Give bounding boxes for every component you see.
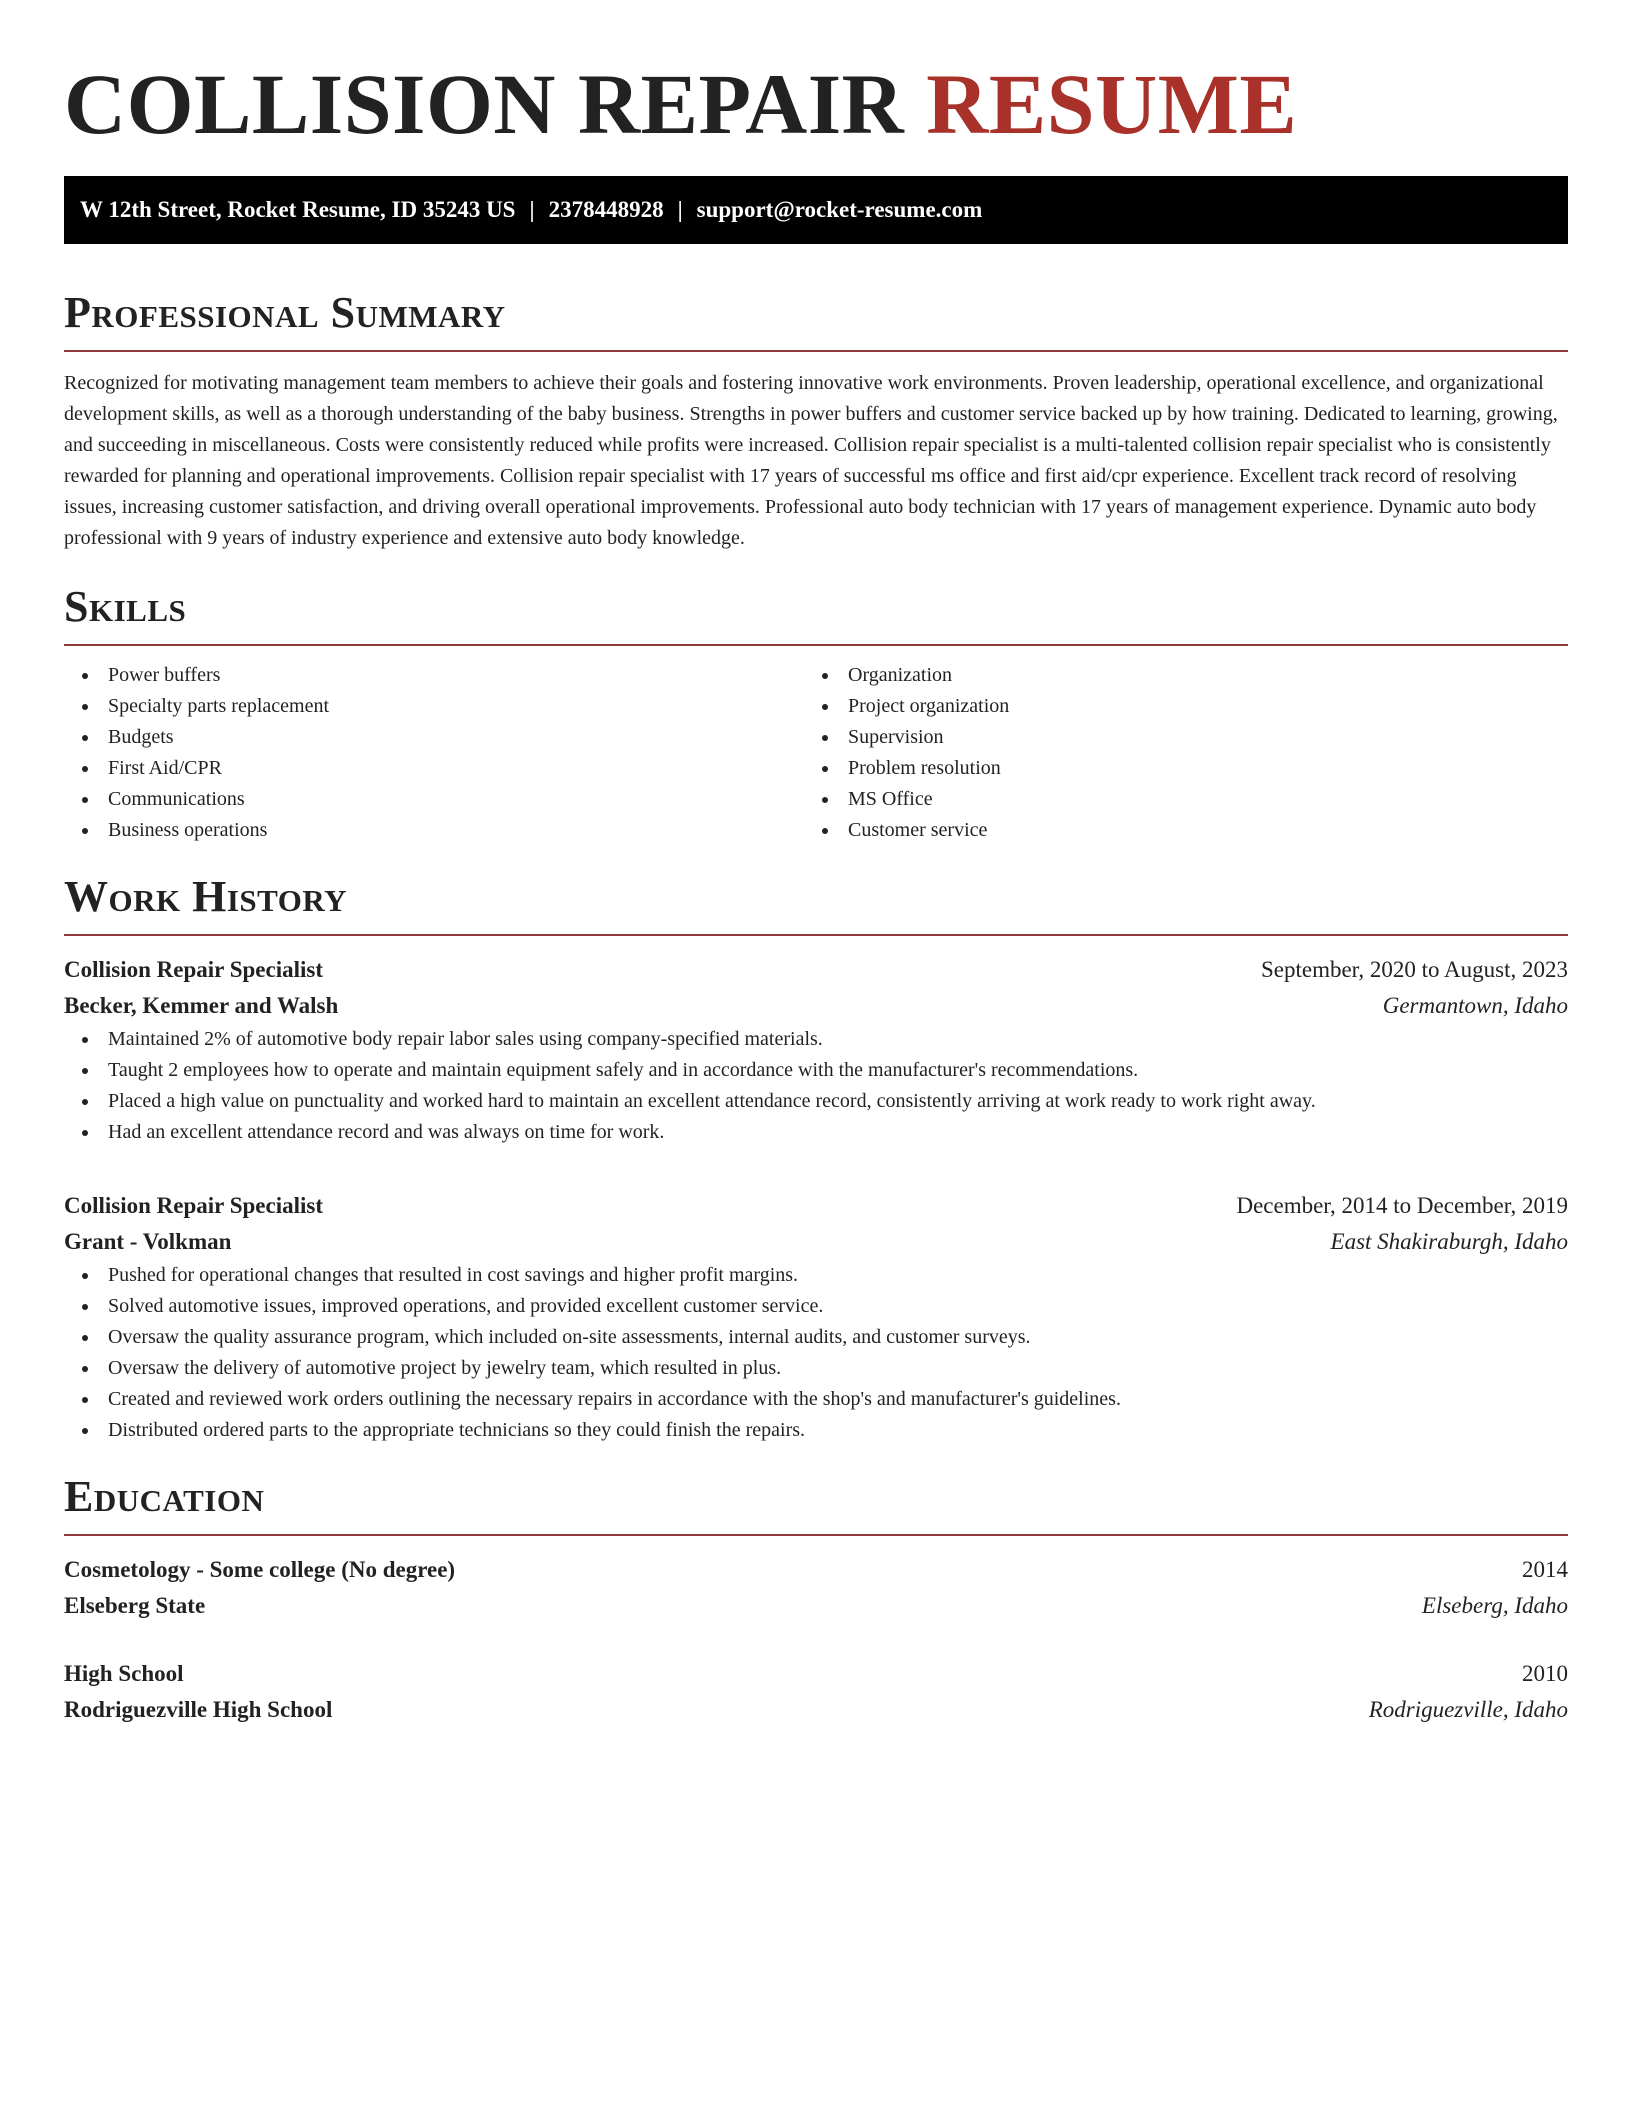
skills-heading: Skills [64, 582, 187, 631]
contact-separator: | [529, 197, 535, 222]
job-company: Becker, Kemmer and Walsh [64, 993, 339, 1018]
summary-text: Recognized for motivating management team members to achieve their goals and fostering innovative work environments. Proven leadership, operational excellence, and organizational development skills, as well as a thorough understanding of the baby business. Strengths in power buffers and customer service backed up by how training. Dedicated to learning, growing, and succeeding in miscellaneous. Costs were consistently reduced while profits were increased. Collision repair specialist is a multi-talented collision repair specialist who is consistently rewarded for planning and operational improvements. Collision repair specialist with 17 years of successful ms office and first aid/cpr experience. Excellent track record of resolving issues, increasing customer satisfaction, and driving overall operational improvements. Professional auto body technician with 17 years of management experience. Dynamic auto body professional with 9 years of industry experience and extensive auto body knowledge. [64, 372, 1558, 549]
section-divider [64, 1534, 1568, 1536]
job-bullets [64, 1260, 1568, 1446]
skill-item: Supervision [804, 722, 1544, 753]
contact-email: support@rocket-resume.com [696, 197, 983, 222]
education-location: Rodriguezville, Idaho [1368, 1697, 1568, 1722]
contact-address: W 12th Street, Rocket Resume, ID 35243 US [80, 197, 516, 222]
job-bullets [64, 1024, 1568, 1148]
summary-section [64, 288, 1568, 554]
job-location: East Shakiraburgh, Idaho [1330, 1229, 1568, 1254]
job-location: Germantown, Idaho [1382, 993, 1568, 1018]
skill-item: First Aid/CPR [64, 753, 804, 784]
contact-separator: | [677, 197, 683, 222]
skill-item: Project organization [804, 691, 1544, 722]
job-subheader [64, 1224, 1568, 1260]
job-bullet: Distributed ordered parts to the appropriate technicians so they could finish the repairs. [64, 1415, 1568, 1446]
education-school: Elseberg State [64, 1593, 206, 1618]
education-entry [64, 1552, 1568, 1624]
job-bullet: Oversaw the quality assurance program, which included on-site assessments, internal audits, and customer surveys. [64, 1322, 1568, 1353]
skill-item: MS Office [804, 784, 1544, 815]
education-location: Elseberg, Idaho [1421, 1593, 1568, 1618]
education-heading: Education [64, 1472, 265, 1521]
job-entry [64, 1188, 1568, 1446]
education-entry [64, 1656, 1568, 1728]
skill-item: Business operations [64, 815, 804, 846]
job-header [64, 1188, 1568, 1224]
skill-item: Budgets [64, 722, 804, 753]
work-history-heading: Work History [64, 872, 348, 921]
job-bullet: Taught 2 employees how to operate and maintain equipment safely and in accordance with the manufacturer's recommendations. [64, 1055, 1568, 1086]
skill-item: Communications [64, 784, 804, 815]
skill-item: Specialty parts replacement [64, 691, 804, 722]
education-degree: High School [64, 1661, 184, 1686]
job-bullet: Had an excellent attendance record and was always on time for work. [64, 1117, 1568, 1148]
skills-grid [64, 660, 1568, 846]
skills-list-left [64, 660, 804, 846]
contact-phone: 2378448928 [548, 197, 664, 222]
skill-item: Power buffers [64, 660, 804, 691]
contact-bar [64, 176, 1568, 244]
job-header [64, 952, 1568, 988]
education-degree: Cosmetology - Some college (No degree) [64, 1557, 456, 1582]
job-title: Collision Repair Specialist [64, 1193, 323, 1218]
skills-section [64, 582, 1568, 846]
section-divider [64, 934, 1568, 936]
job-subheader [64, 988, 1568, 1024]
job-bullet: Created and reviewed work orders outlining the necessary repairs in accordance with the shop's and manufacturer's guidelines. [64, 1384, 1568, 1415]
title-main: COLLISION REPAIR [64, 56, 905, 152]
skill-item: Organization [804, 660, 1544, 691]
job-entry [64, 952, 1568, 1148]
work-history-section [64, 872, 1568, 1446]
job-bullet: Pushed for operational changes that resulted in cost savings and higher profit margins. [64, 1260, 1568, 1291]
section-divider [64, 644, 1568, 646]
job-bullet: Maintained 2% of automotive body repair labor sales using company-specified materials. [64, 1024, 1568, 1055]
skill-item: Problem resolution [804, 753, 1544, 784]
job-bullet: Solved automotive issues, improved operations, and provided excellent customer service. [64, 1291, 1568, 1322]
job-bullet: Placed a high value on punctuality and worked hard to maintain an excellent attendance record, consistently arriving at work ready to work right away. [64, 1086, 1568, 1117]
education-year: 2014 [1522, 1557, 1568, 1582]
job-dates: December, 2014 to December, 2019 [1236, 1193, 1568, 1218]
title-accent: RESUME [926, 56, 1298, 152]
education-subheader [64, 1588, 1568, 1624]
resume-page [64, 0, 1568, 1728]
skill-item: Customer service [804, 815, 1544, 846]
education-header [64, 1552, 1568, 1588]
summary-heading: Professional Summary [64, 288, 506, 337]
section-divider [64, 350, 1568, 352]
education-year: 2010 [1522, 1661, 1568, 1686]
education-header [64, 1656, 1568, 1692]
job-company: Grant - Volkman [64, 1229, 232, 1254]
job-dates: September, 2020 to August, 2023 [1260, 957, 1568, 982]
education-school: Rodriguezville High School [64, 1697, 333, 1722]
skills-list-right [804, 660, 1544, 846]
resume-title [64, 0, 1568, 154]
education-section [64, 1472, 1568, 1728]
education-subheader [64, 1692, 1568, 1728]
job-title: Collision Repair Specialist [64, 957, 323, 982]
job-bullet: Oversaw the delivery of automotive project by jewelry team, which resulted in plus. [64, 1353, 1568, 1384]
